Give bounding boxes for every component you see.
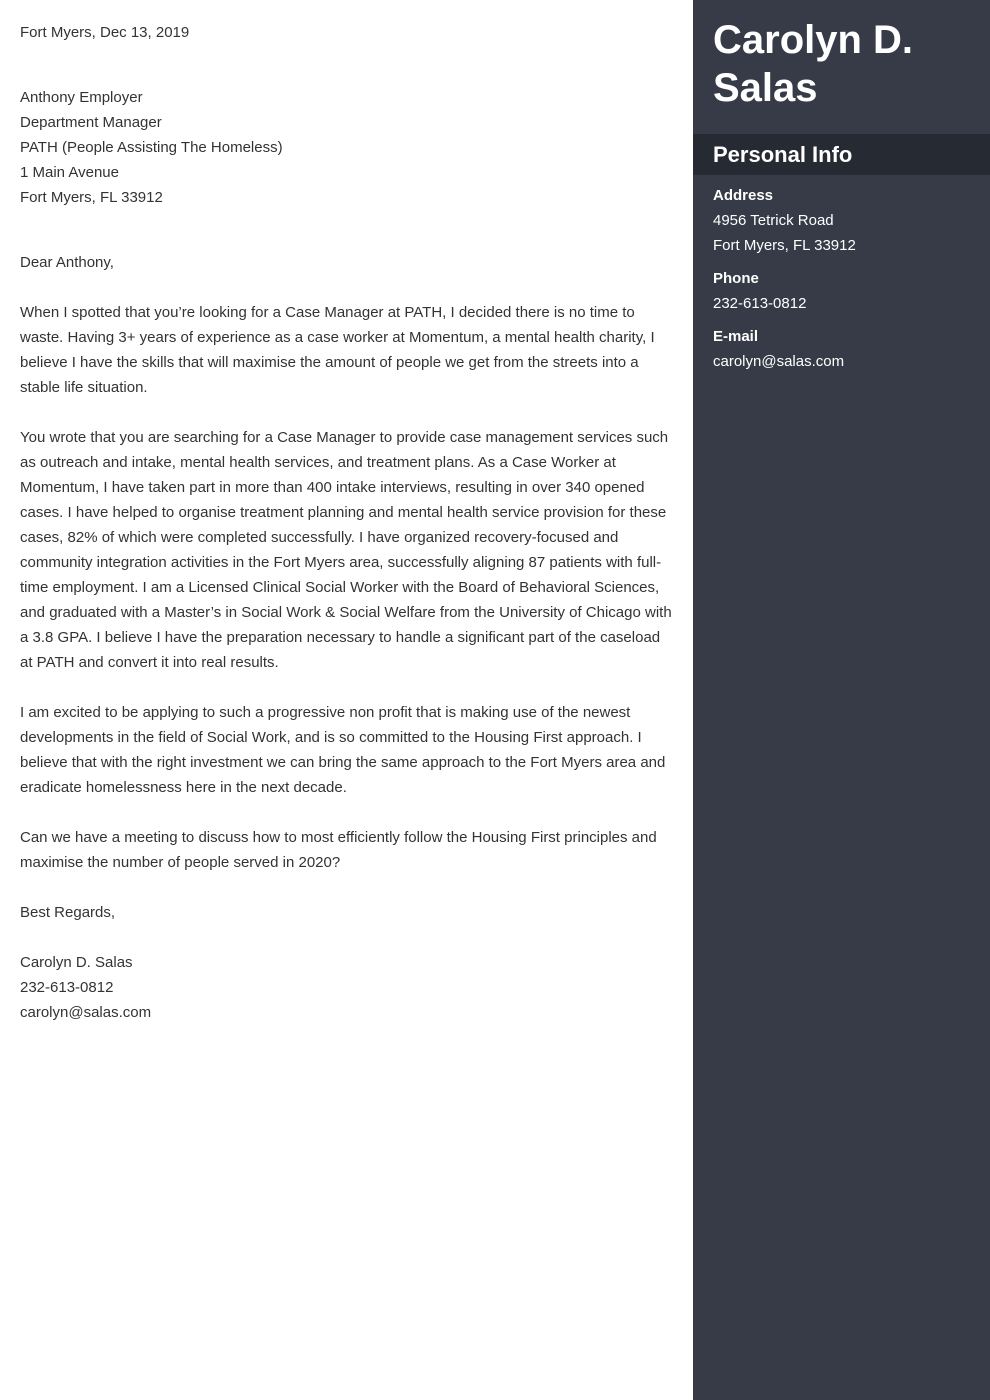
signature-name: Carolyn D. Salas	[20, 954, 133, 971]
salutation: Dear Anthony,	[20, 254, 114, 271]
applicant-name: Carolyn D. Salas	[713, 18, 914, 110]
body-paragraph-2: You wrote that you are searching for a Case Manager to provide case management services such as outreach and intake, mental health services, and treatment plans. As a Case Worker at Momentum, I have taken part in more than 400 intake interviews, resulting in over 340 opened cases. I have helped to organise treatment planning and mental health service provision for these cases, 82% of which were completed successfully. I have organized recovery-focused and community integration activities in the Fort Myers area, successfully aligning 87 patients with full-time employment. I am a Licensed Clinical Social Worker with the Board of Behavioral Sciences, and graduated with a Master’s in Social Work & Social Welfare from the University of Chicago with a 3.8 GPA. I believe I have the preparation necessary to handle a significant part of the caseload at PATH and convert it into real results.	[20, 429, 672, 671]
body-paragraph-4: Can we have a meeting to discuss how to most efficiently follow the Housing First principles and maximise the number of people served in 2020?	[20, 829, 657, 871]
phone-value: 232-613-0812	[713, 295, 807, 312]
email-label: E-mail	[713, 328, 759, 345]
address-line-1: 4956 Tetrick Road	[713, 212, 834, 229]
sidebar	[693, 0, 990, 1400]
personal-info-header: Personal Info	[693, 134, 990, 175]
signature-phone: 232-613-0812	[20, 979, 114, 996]
recipient-street: 1 Main Avenue	[20, 164, 119, 181]
recipient-block	[20, 85, 673, 210]
body-paragraph-1: When I spotted that you’re looking for a Case Manager at PATH, I decided there is no time to waste. Having 3+ years of experience as a case worker at Momentum, a mental health charity, I believe I have the skills that will maximise the amount of people we get from the streets into a stable life situation.	[20, 304, 655, 396]
recipient-city: Fort Myers, FL 33912	[20, 189, 163, 206]
phone-label: Phone	[713, 270, 759, 287]
email-group	[713, 324, 970, 374]
recipient-title: Department Manager	[20, 114, 162, 131]
address-label: Address	[713, 187, 774, 204]
phone-group	[713, 266, 970, 316]
body-paragraph-3: I am excited to be applying to such a progressive non profit that is making use of the newest developments in the field of Social Work, and is so committed to the Housing First approach. I believe that with the right investment we can bring the same approach to the Fort Myers area and eradicate homelessness here in the next decade.	[20, 704, 666, 796]
closing: Best Regards,	[20, 904, 116, 921]
signature-block	[20, 950, 673, 1025]
letter-date: Fort Myers, Dec 13, 2019	[20, 24, 190, 41]
address-line-2: Fort Myers, FL 33912	[713, 237, 856, 254]
personal-info	[693, 183, 990, 374]
address-group	[713, 183, 970, 258]
recipient-name: Anthony Employer	[20, 89, 143, 106]
signature-email: carolyn@salas.com	[20, 1004, 152, 1021]
email-value: carolyn@salas.com	[713, 353, 845, 370]
recipient-company: PATH (People Assisting The Homeless)	[20, 139, 283, 156]
